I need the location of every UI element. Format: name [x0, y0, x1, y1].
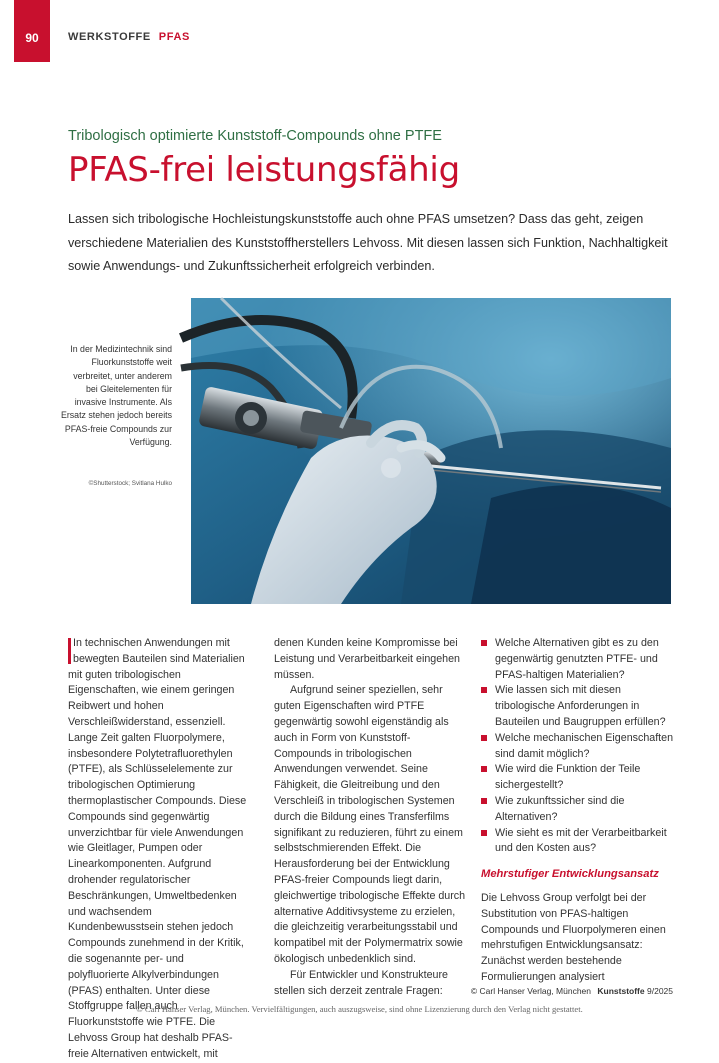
square-bullet-icon	[481, 735, 487, 741]
body-paragraph: Die Lehvoss Group verfolgt bei der Substitution von PFAS-haltigen Compounds und Fluorpolymeren einen mehrstufigen Entwicklungsansatz: Zunächst werden bestehende Formulierungen analysiert	[481, 891, 666, 983]
square-bullet-icon	[481, 766, 487, 772]
list-item: Welche Alternativen gibt es zu den gegenwärtig genutzten PTFE- und PFAS-haltigen Materialien?	[481, 636, 675, 683]
article-lead: Lassen sich tribologische Hochleistungskunststoffe auch ohne PFAS umsetzen? Dass das geht, zeigen verschiedene Materialien des Kunststoffherstellers Lehvoss. Mit diesen lassen sich Funktion, Nachhaltigkeit sowie Anwendungs- und Zukunftssicherheit erfolgreich verbinden.	[68, 212, 668, 273]
surgery-photo	[191, 298, 671, 604]
page-number: 90	[25, 31, 39, 45]
body-paragraph: Aufgrund seiner speziellen, sehr guten Eigenschaften wird PTFE gegenwärtig sowohl eigenständig als auch in Form von Kunststoff-Compounds in tribologischen Anwendungen verwendet. Seine Fähigkeit, die Gleitreibung und den Verschleiß in tribologischen Systemen durch die Bildung eines Transferfilms signifikant zu reduzieren, führt zu einem selbstschmierenden Effekt. Die Herausforderung bei der Entwicklung PFAS-freier Compounds liegt darin, gleichwertige tribologische Effekte durch alternative Additivsysteme zu erzielen, die gleichzeitig verarbeitungsstabil und kompatibel mit der Polymermatrix sowie ökologisch unbedenklich sind.	[274, 684, 466, 965]
body-paragraph: denen Kunden keine Kompromisse bei Leistung und Verarbeitbarkeit eingehen müssen.	[274, 637, 460, 681]
publisher-note: © Carl Hanser Verlag, München	[470, 986, 592, 996]
initial-marker	[68, 638, 71, 664]
questions-list	[481, 636, 675, 857]
page-number-tab	[14, 0, 50, 62]
subsection-label: PFAS	[158, 31, 190, 43]
body-paragraph: Für Entwickler und Konstrukteure stellen sich derzeit zentrale Fragen:	[274, 968, 449, 997]
page-footer	[471, 986, 673, 996]
list-item: Wie sieht es mit der Verarbeitbarkeit und den Kosten aus?	[481, 826, 675, 858]
list-item: Wie lassen sich mit diesen tribologische Anforderungen in Bauteilen und Baugruppen erfüllen?	[481, 683, 675, 730]
list-item: Welche mechanischen Eigenschaften sind damit möglich?	[481, 731, 675, 763]
section-label: WERKSTOFFE	[68, 31, 151, 43]
copyright-notice: © Carl Hanser Verlag, München. Vervielfältigungen, auch auszugsweise, sind ohne Lizenzierung durch den Verlag nicht gestattet.	[136, 1004, 583, 1014]
issue-number: 9/2025	[647, 986, 673, 996]
magazine-name: Kunststoffe	[597, 986, 645, 996]
body-column-2	[274, 636, 466, 999]
article-kicker: Tribologisch optimierte Kunststoff-Compounds ohne PTFE	[68, 128, 442, 144]
square-bullet-icon	[481, 830, 487, 836]
square-bullet-icon	[481, 640, 487, 646]
body-paragraph: In technischen Anwendungen mit bewegten Bauteilen sind Materialien mit guten tribologischen Eigenschaften, wie einem geringen Reibwert und hohen Verschleißwiderstand, essenziell. Lange Zeit galten Fluorpolymere, insbesondere Polytetrafluorethylen (PTFE), als Schlüsselelemente zur tribologischen Optimierung thermoplastischer Compounds. Diese Compounds sind gegenwärtig unverzichtbar für viele Anwendungen wie Gleitlager, Pumpen oder Linearkomponenten. Aufgrund drohender regulatorischer Beschränkungen, Umweltbedenken und wachsendem Kundenbewusstsein stehen jedoch Compounds zunehmend in der Kritik, die sogenannte per- und polyfluorierte Alkylverbindungen (PFAS) enthalten. Unter diese Stoffgruppe fallen auch Fluorkunststoffe wie PTFE. Die Lehvoss Group hat deshalb PFAS-freie Alternativen entwickelt, mit	[68, 637, 247, 1060]
list-item: Wie zukunftssicher sind die Alternativen?	[481, 794, 675, 826]
figure-caption: In der Medizintechnik sind Fluorkunststoffe weit verbreitet, unter anderem bei Gleitelementen für invasive Instrumente. Als Ersatz stehen jedoch bereits PFAS-freie Compounds zur Verfügung.	[60, 344, 172, 448]
body-column-3	[481, 636, 675, 986]
list-item: Wie wird die Funktion der Teile sichergestellt?	[481, 762, 675, 794]
square-bullet-icon	[481, 798, 487, 804]
running-head	[68, 31, 190, 43]
square-bullet-icon	[481, 687, 487, 693]
section-subheading: Mehrstufiger Entwicklungsansatz	[481, 868, 659, 881]
article-title: PFAS-frei leistungsfähig	[68, 150, 460, 190]
figure-credit: ©Shutterstock; Svitlana Hulko	[88, 480, 172, 487]
body-column-1	[68, 636, 248, 1063]
